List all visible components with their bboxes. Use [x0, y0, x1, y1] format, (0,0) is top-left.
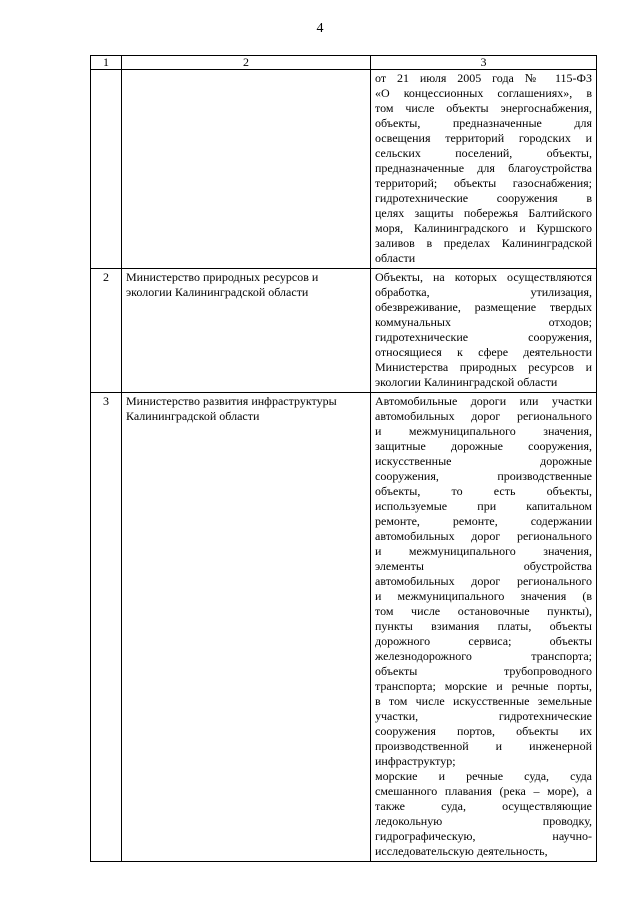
description-line: сооружения, производственные: [375, 469, 592, 483]
description-line: том числе остановочные пункты),: [375, 604, 592, 618]
table-row: [91, 393, 597, 862]
description-line: Объекты, на которых осуществляются: [375, 270, 592, 284]
description-line: производственной и инженерной: [375, 739, 592, 753]
description-line: железнодорожного транспорта;: [375, 649, 592, 663]
page-number: 4: [316, 21, 324, 36]
description-line: элементы обустройства: [375, 559, 592, 573]
row-number: 2: [91, 269, 122, 393]
description-line: и межмуниципального значения (в: [375, 589, 592, 603]
description-line: обработка, утилизация,: [375, 285, 592, 299]
description-line: предназначенные для благоустройства: [375, 161, 592, 175]
authority-name: [122, 70, 371, 269]
object-description: [371, 393, 597, 862]
description-line: целях защиты побережья Балтийского: [375, 206, 592, 220]
description-line: автомобильных дорог регионального: [375, 409, 592, 423]
description-line: транспорта; морские и речные порты,: [375, 679, 592, 693]
description-line: гидрографическую, научно-: [375, 829, 592, 843]
regulation-table: [90, 55, 597, 862]
row-number: [91, 70, 122, 269]
description-line: сельских поселений, объекты,: [375, 146, 592, 160]
column-header-2: 2: [122, 56, 371, 70]
description-line: ледокольную проводку,: [375, 814, 592, 828]
description-line: и межмуниципального значения,: [375, 424, 592, 438]
description-line: инфраструктур;: [375, 754, 456, 768]
description-line: обезвреживание, размещение твердых: [375, 300, 592, 314]
description-line: моря, Калининградского и Куршского: [375, 221, 592, 235]
table-header-row: [91, 56, 597, 70]
description-line: гидротехнические сооружения,: [375, 330, 592, 344]
description-line: и межмуниципального значения,: [375, 544, 592, 558]
description-line: также суда, осуществляющие: [375, 799, 592, 813]
authority-name: Министерство развития инфраструктуры Калининградской области: [122, 393, 371, 862]
description-line: от 21 июля 2005 года № 115-ФЗ: [375, 71, 592, 85]
description-line: сооружения портов, объекты их: [375, 724, 592, 738]
row-number: 3: [91, 393, 122, 862]
description-line: том числе объекты энергоснабжения,: [375, 101, 592, 115]
description-line: автомобильных дорог регионального: [375, 574, 592, 588]
description-line: дорожного сервиса; объекты: [375, 634, 592, 648]
description-line: области: [375, 251, 416, 265]
description-line: объекты, предназначенные для: [375, 116, 592, 130]
description-line: освещения территорий городских и: [375, 131, 592, 145]
description-line: искусственные дорожные: [375, 454, 592, 468]
description-line: заливов в пределах Калининградской: [375, 236, 592, 250]
description-line: экологии Калининградской области: [375, 375, 558, 389]
description-line: объекты, то есть объекты,: [375, 484, 592, 498]
description-line: объекты трубопроводного: [375, 664, 592, 678]
description-line: автомобильных дорог регионального: [375, 529, 592, 543]
table-row: [91, 269, 597, 393]
description-line: защитные дорожные сооружения,: [375, 439, 592, 453]
description-line: Автомобильные дороги или участки: [375, 394, 592, 408]
description-line: участки, гидротехнические: [375, 709, 592, 723]
object-description: [371, 70, 597, 269]
description-line: смешанного плавания (река – море), а: [375, 784, 592, 798]
table-row: [91, 70, 597, 269]
description-line: гидротехнические сооружения в: [375, 191, 592, 205]
description-line: коммунальных отходов;: [375, 315, 592, 329]
description-line: территорий; объекты газоснабжения;: [375, 176, 592, 190]
object-description: [371, 269, 597, 393]
description-line: в том числе искусственные земельные: [375, 694, 592, 708]
description-line: относящиеся к сфере деятельности: [375, 345, 592, 359]
description-line: морские и речные суда, суда: [375, 769, 592, 783]
description-line: используемые при капитальном: [375, 499, 592, 513]
column-header-1: 1: [91, 56, 122, 70]
description-line: ремонте, ремонте, содержании: [375, 514, 592, 528]
description-line: Министерства природных ресурсов и: [375, 360, 592, 374]
column-header-3: 3: [371, 56, 597, 70]
description-line: пункты взимания платы, объекты: [375, 619, 592, 633]
description-line: «О концессионных соглашениях», в: [375, 86, 592, 100]
authority-name: Министерство природных ресурсов и экологии Калининградской области: [122, 269, 371, 393]
description-line: исследовательскую деятельность,: [375, 844, 548, 858]
